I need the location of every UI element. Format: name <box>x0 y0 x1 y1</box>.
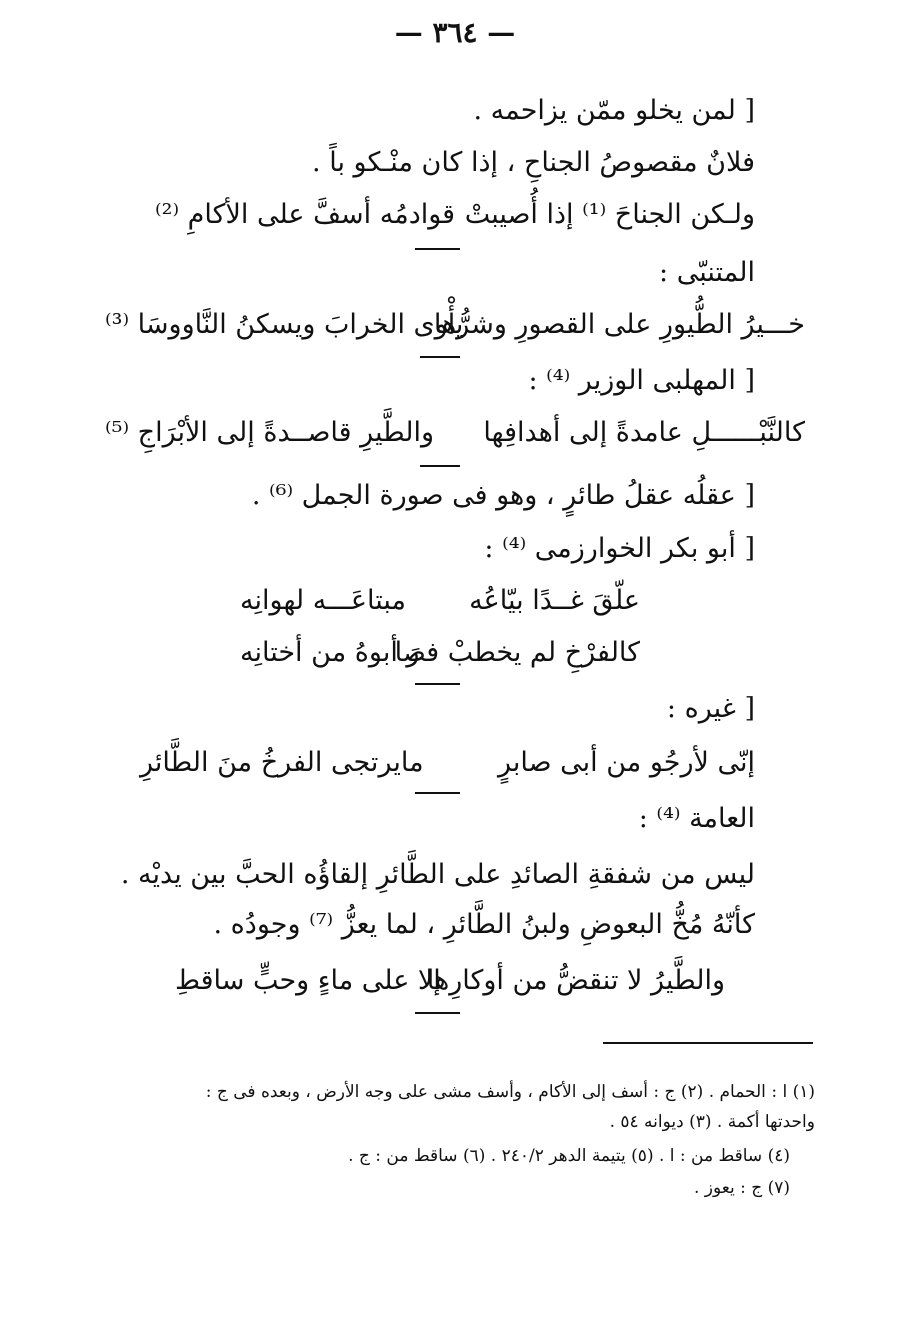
verse-separator <box>415 683 460 685</box>
verse-hemistich-left: رَ أبوهُ من أختانِه <box>240 637 420 668</box>
text-line: فلانٌ مقصوصُ الجناحِ ، إذا كان منْـكو باً . <box>312 147 755 178</box>
text-line: ليس من شفقةِ الصائدِ على الطَّائرِ إلقاؤُه الحبَّ بين يديْه . <box>120 859 755 890</box>
footnote-line: واحدتها أكمة . (٣) ديوانه ٥٤ . <box>609 1112 815 1132</box>
verse-hemistich-left: مايرتجى الفرخُ منَ الطَّائرِ <box>140 747 424 778</box>
verse-hemistich-left: قوادمُه أسفَّ على الأكامِ ⁽²⁾ <box>155 199 456 230</box>
verse-hemistich-right: كالنَّبْــــــلِ عامدةً إلى أهدافِها <box>483 417 805 448</box>
poet-name: [ أبو بكر الخوارزمى ⁽⁴⁾ : <box>484 533 755 564</box>
verse-hemistich-right: إنّى لأرجُو من أبى صابرٍ <box>497 747 755 778</box>
verse-hemistich-left: مبتاعَـــه لهوانِه <box>240 585 406 616</box>
poet-name: [ غيره : <box>666 693 755 724</box>
verse-hemistich-right: علّقَ غــدًا بيّاعُه <box>469 585 640 616</box>
footnote-line: (٤) ساقط من : ا . (٥) يتيمة الدهر ٢٤٠/٢ . (٦) ساقط من : ج . <box>348 1146 790 1166</box>
page-number: — ٣٦٤ — <box>394 16 516 49</box>
footnote-line: (٧) ج : يعوز . <box>693 1178 790 1198</box>
verse-separator <box>415 1012 460 1014</box>
verse-hemistich-right: كالفرْخِ لم يخطبْ فصا <box>394 637 640 668</box>
verse-hemistich-right: ولـكن الجناحَ ⁽¹⁾ إذا أُصيبتْ <box>464 199 755 230</box>
poet-name: [ المهلبى الوزير ⁽⁴⁾ : <box>528 365 755 396</box>
text-line: كأنّهُ مُخُّ البعوضِ ولبنُ الطَّائرِ ، لما يعزُّ ⁽⁷⁾ وجودُه . <box>213 909 755 940</box>
footnote-rule <box>603 1042 813 1044</box>
verse-separator <box>415 248 460 250</box>
poet-name: المتنبّى : <box>659 257 755 288</box>
poet-name: العامة ⁽⁴⁾ : <box>638 803 755 834</box>
verse-hemistich-right: خـــيرُ الطُّيورِ على القصورِ وشرُّها <box>433 309 805 340</box>
verse-hemistich-left: يأْوى الخرابَ ويسكنُ النَّاووسَا ⁽³⁾ <box>105 309 464 340</box>
text-line: [ عقلُه عقلُ طائرٍ ، وهو فى صورة الجمل ⁽⁶⁾ . <box>251 480 755 511</box>
verse-separator <box>415 792 460 794</box>
verse-separator <box>420 465 460 467</box>
footnote-line: (١) ا : الحمام . (٢) ج : أسف إلى الأكام ، وأسف مشى على وجه الأرض ، وبعده فى ج : <box>205 1082 815 1102</box>
verse-separator <box>420 356 460 358</box>
text-line: [ لمن يخلو ممّن يزاحمه . <box>473 95 755 126</box>
verse-hemistich-right: والطَّيرُ لا تنقضُّ من أوكارِها <box>426 965 725 996</box>
verse-hemistich-left: والطَّيرِ قاصــدةً إلى الأبْرَاجِ ⁽⁵⁾ <box>105 417 435 448</box>
verse-hemistich-left: إلا على ماءٍ وحبٍّ ساقطِ <box>175 965 441 996</box>
